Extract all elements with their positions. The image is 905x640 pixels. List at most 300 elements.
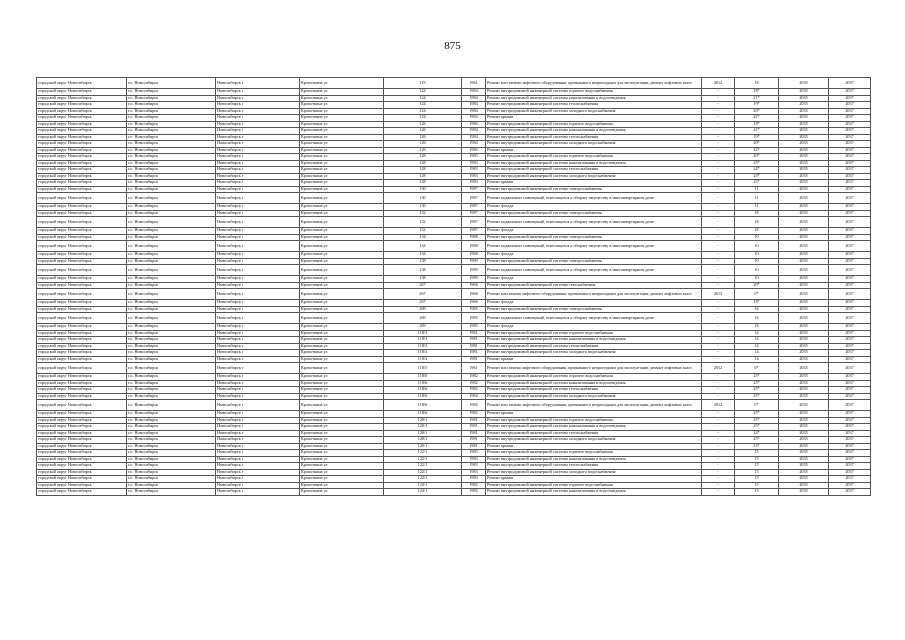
district-cell: г.о. Новосибирск <box>127 400 216 411</box>
work-type-cell: Ремонт подвальных помещений, относящихся к общему имуществу в многоквартирном доме <box>486 265 702 276</box>
house-number-cell: 269 <box>384 313 462 324</box>
plan-start-cell: 2035 <box>779 121 829 128</box>
build-year-cell: 1966 <box>462 289 486 300</box>
table-row <box>37 289 871 300</box>
street-cell: Кропоткина ул <box>300 363 384 374</box>
plan-start-cell: 2035 <box>779 108 829 115</box>
house-number-cell: 128 <box>384 180 462 187</box>
build-year-cell: 1983 <box>462 476 486 483</box>
last-repair-year-cell: - <box>702 282 735 289</box>
last-repair-year-cell: - <box>702 380 735 387</box>
street-cell: Кропоткина ул <box>300 204 384 211</box>
wear-percent-cell: 14 <box>735 356 779 363</box>
plan-start-cell: 2035 <box>779 134 829 141</box>
wear-percent-cell: 15 <box>735 450 779 457</box>
last-repair-year-cell: - <box>702 173 735 180</box>
city-cell: Новосибирск г <box>216 241 300 252</box>
work-type-cell: Ремонт внутридомовой инженерной системы канализования и водоотведения <box>486 95 702 102</box>
work-type-cell: Ремонт фасада <box>486 252 702 259</box>
work-type-cell: Ремонт внутридомовой инженерной системы теплоснабжения <box>486 102 702 109</box>
house-number-cell: 124 <box>384 115 462 122</box>
build-year-cell: 1983 <box>462 180 486 187</box>
plan-end-cell: 2037 <box>829 437 871 444</box>
table-row <box>37 217 871 228</box>
city-cell: Новосибирск г <box>216 228 300 235</box>
plan-end-cell: 2037 <box>829 430 871 437</box>
street-cell: Кропоткина ул <box>300 476 384 483</box>
street-cell: Кропоткина ул <box>300 234 384 241</box>
district-cell: г.о. Новосибирск <box>127 228 216 235</box>
plan-start-cell: 2035 <box>779 476 829 483</box>
table-row <box>37 265 871 276</box>
plan-start-cell: 2035 <box>779 193 829 204</box>
district-cell: г.о. Новосибирск <box>127 430 216 437</box>
wear-percent-cell: 11 <box>735 186 779 193</box>
plan-end-cell: 2037 <box>829 463 871 470</box>
last-repair-year-cell: - <box>702 258 735 265</box>
street-cell: Кропоткина ул <box>300 160 384 167</box>
wear-percent-cell: 21* <box>735 95 779 102</box>
street-cell: Кропоткина ул <box>300 343 384 350</box>
district-cell: г.о. Новосибирск <box>127 313 216 324</box>
plan-end-cell: 2037 <box>829 78 871 89</box>
wear-percent-cell: 11 <box>735 193 779 204</box>
street-cell: Кропоткина ул <box>300 217 384 228</box>
city-cell: Новосибирск г <box>216 102 300 109</box>
house-number-cell: 267 <box>384 282 462 289</box>
street-cell: Кропоткина ул <box>300 387 384 394</box>
house-number-cell: 118/3 <box>384 343 462 350</box>
municipality-cell: городской округ Новосибирск <box>37 121 127 128</box>
plan-end-cell: 2037 <box>829 306 871 313</box>
plan-end-cell: 2037 <box>829 374 871 381</box>
municipality-cell: городской округ Новосибирск <box>37 186 127 193</box>
house-number-cell: 138 <box>384 258 462 265</box>
plan-end-cell: 2037 <box>829 160 871 167</box>
house-number-cell: 134 <box>384 241 462 252</box>
city-cell: Новосибирск г <box>216 306 300 313</box>
street-cell: Кропоткина ул <box>300 380 384 387</box>
work-type-cell: Ремонт внутридомовой инженерной системы теплоснабжения <box>486 430 702 437</box>
wear-percent-cell: 15 <box>735 482 779 489</box>
last-repair-year-cell: - <box>702 115 735 122</box>
table-row <box>37 241 871 252</box>
work-type-cell: Ремонт фасада <box>486 324 702 331</box>
work-type-cell: Ремонт или замена лифтового оборудования, признанного непригодным для эксплуатации, ремонт лифтовых шахт <box>486 289 702 300</box>
build-year-cell: 1984 <box>462 134 486 141</box>
last-repair-year-cell: - <box>702 241 735 252</box>
plan-end-cell: 2037 <box>829 343 871 350</box>
municipality-cell: городской округ Новосибирск <box>37 228 127 235</box>
district-cell: г.о. Новосибирск <box>127 343 216 350</box>
work-type-cell: Ремонт крыши <box>486 411 702 418</box>
district-cell: г.о. Новосибирск <box>127 374 216 381</box>
house-number-cell: 118/6 <box>384 374 462 381</box>
district-cell: г.о. Новосибирск <box>127 350 216 357</box>
last-repair-year-cell: - <box>702 228 735 235</box>
district-cell: г.о. Новосибирск <box>127 147 216 154</box>
work-type-cell: Ремонт внутридомовой инженерной системы горячего водоснабжения <box>486 450 702 457</box>
last-repair-year-cell: - <box>702 330 735 337</box>
last-repair-year-cell: - <box>702 210 735 217</box>
house-number-cell: 124 <box>384 95 462 102</box>
build-year-cell: 1981 <box>462 343 486 350</box>
wear-percent-cell: 25* <box>735 180 779 187</box>
plan-start-cell: 2035 <box>779 241 829 252</box>
wear-percent-cell: 20* <box>735 108 779 115</box>
last-repair-year-cell: - <box>702 306 735 313</box>
wear-percent-cell: 25* <box>735 443 779 450</box>
municipality-cell: городской округ Новосибирск <box>37 160 127 167</box>
wear-percent-cell: 19* <box>735 134 779 141</box>
plan-end-cell: 2037 <box>829 489 871 496</box>
municipality-cell: городской округ Новосибирск <box>37 313 127 324</box>
last-repair-year-cell: - <box>702 276 735 283</box>
plan-end-cell: 2037 <box>829 108 871 115</box>
work-type-cell: Ремонт внутридомовой инженерной системы горячего водоснабжения <box>486 121 702 128</box>
last-repair-year-cell: - <box>702 134 735 141</box>
wear-percent-cell: 20* <box>735 154 779 161</box>
district-cell: г.о. Новосибирск <box>127 180 216 187</box>
house-number-cell: 269 <box>384 324 462 331</box>
last-repair-year-cell: - <box>702 147 735 154</box>
municipality-cell: городской округ Новосибирск <box>37 411 127 418</box>
house-number-cell: 120/1 <box>384 443 462 450</box>
plan-start-cell: 2035 <box>779 393 829 400</box>
plan-start-cell: 2035 <box>779 228 829 235</box>
plan-end-cell: 2037 <box>829 324 871 331</box>
city-cell: Новосибирск г <box>216 393 300 400</box>
district-cell: г.о. Новосибирск <box>127 265 216 276</box>
last-repair-year-cell: - <box>702 160 735 167</box>
last-repair-year-cell: - <box>702 128 735 135</box>
plan-end-cell: 2037 <box>829 450 871 457</box>
last-repair-year-cell: - <box>702 300 735 307</box>
plan-start-cell: 2035 <box>779 300 829 307</box>
plan-start-cell: 2035 <box>779 443 829 450</box>
city-cell: Новосибирск г <box>216 121 300 128</box>
municipality-cell: городской округ Новосибирск <box>37 252 127 259</box>
street-cell: Кропоткина ул <box>300 350 384 357</box>
municipality-cell: городской округ Новосибирск <box>37 443 127 450</box>
wear-percent-cell: 25* <box>735 437 779 444</box>
city-cell: Новосибирск г <box>216 193 300 204</box>
wear-percent-cell: 15 <box>735 469 779 476</box>
work-type-cell: Ремонт внутридомовой инженерной системы теплоснабжения <box>486 134 702 141</box>
district-cell: г.о. Новосибирск <box>127 363 216 374</box>
house-number-cell: 128 <box>384 167 462 174</box>
street-cell: Кропоткина ул <box>300 393 384 400</box>
build-year-cell: 1984 <box>462 108 486 115</box>
house-number-cell: 132 <box>384 210 462 217</box>
city-cell: Новосибирск г <box>216 350 300 357</box>
table-row <box>37 489 871 496</box>
district-cell: г.о. Новосибирск <box>127 463 216 470</box>
house-number-cell: 267 <box>384 300 462 307</box>
work-type-cell: Ремонт или замена лифтового оборудования, признанного непригодным для эксплуатации, ремонт лифтовых шахт <box>486 400 702 411</box>
wear-percent-cell: 20* <box>735 141 779 148</box>
house-number-cell: 126 <box>384 141 462 148</box>
municipality-cell: городской округ Новосибирск <box>37 330 127 337</box>
work-type-cell: Ремонт внутридомовой инженерной системы горячего водоснабжения <box>486 89 702 96</box>
municipality-cell: городской округ Новосибирск <box>37 147 127 154</box>
house-number-cell: 118/6 <box>384 400 462 411</box>
district-cell: г.о. Новосибирск <box>127 173 216 180</box>
district-cell: г.о. Новосибирск <box>127 160 216 167</box>
work-type-cell: Ремонт внутридомовой инженерной системы холодного водоснабжения <box>486 141 702 148</box>
build-year-cell: 1987 <box>462 210 486 217</box>
municipality-cell: городской округ Новосибирск <box>37 430 127 437</box>
work-type-cell: Ремонт крыши <box>486 147 702 154</box>
municipality-cell: городской округ Новосибирск <box>37 424 127 431</box>
plan-end-cell: 2037 <box>829 313 871 324</box>
city-cell: Новосибирск г <box>216 363 300 374</box>
last-repair-year-cell: - <box>702 204 735 211</box>
city-cell: Новосибирск г <box>216 289 300 300</box>
house-number-cell: 128 <box>384 160 462 167</box>
city-cell: Новосибирск г <box>216 337 300 344</box>
work-type-cell: Ремонт фасада <box>486 204 702 211</box>
street-cell: Кропоткина ул <box>300 180 384 187</box>
house-number-cell: 120/1 <box>384 437 462 444</box>
district-cell: г.о. Новосибирск <box>127 128 216 135</box>
street-cell: Кропоткина ул <box>300 417 384 424</box>
plan-end-cell: 2037 <box>829 167 871 174</box>
wear-percent-cell: 23* <box>735 173 779 180</box>
plan-end-cell: 2037 <box>829 234 871 241</box>
last-repair-year-cell: - <box>702 343 735 350</box>
work-type-cell: Ремонт внутридомовой инженерной системы горячего водоснабжения <box>486 154 702 161</box>
district-cell: г.о. Новосибирск <box>127 380 216 387</box>
work-type-cell: Ремонт внутридомовой инженерной системы горячего водоснабжения <box>486 330 702 337</box>
wear-percent-cell: 10 <box>735 234 779 241</box>
city-cell: Новосибирск г <box>216 437 300 444</box>
wear-percent-cell: 0* <box>735 400 779 411</box>
work-type-cell: Ремонт внутридомовой инженерной системы электроснабжения <box>486 306 702 313</box>
municipality-cell: городской округ Новосибирск <box>37 173 127 180</box>
district-cell: г.о. Новосибирск <box>127 121 216 128</box>
street-cell: Кропоткина ул <box>300 241 384 252</box>
wear-percent-cell: 21* <box>735 128 779 135</box>
street-cell: Кропоткина ул <box>300 265 384 276</box>
street-cell: Кропоткина ул <box>300 400 384 411</box>
work-type-cell: Ремонт внутридомовой инженерной системы холодного водоснабжения <box>486 437 702 444</box>
build-year-cell: 1983 <box>462 450 486 457</box>
plan-start-cell: 2035 <box>779 330 829 337</box>
work-type-cell: Ремонт внутридомовой инженерной системы электроснабжения <box>486 258 702 265</box>
build-year-cell: 1981 <box>462 443 486 450</box>
last-repair-year-cell: - <box>702 476 735 483</box>
street-cell: Кропоткина ул <box>300 128 384 135</box>
wear-percent-cell: 25* <box>735 160 779 167</box>
build-year-cell: 1988 <box>462 241 486 252</box>
plan-end-cell: 2037 <box>829 337 871 344</box>
municipality-cell: городской округ Новосибирск <box>37 350 127 357</box>
plan-start-cell: 2035 <box>779 450 829 457</box>
house-number-cell: 118/3 <box>384 330 462 337</box>
build-year-cell: 1984 <box>462 95 486 102</box>
plan-end-cell: 2037 <box>829 350 871 357</box>
work-type-cell: Ремонт фасада <box>486 228 702 235</box>
house-number-cell: 124/1 <box>384 482 462 489</box>
table-row <box>37 193 871 204</box>
street-cell: Кропоткина ул <box>300 482 384 489</box>
work-type-cell: Ремонт внутридомовой инженерной системы электроснабжения <box>486 234 702 241</box>
plan-start-cell: 2035 <box>779 102 829 109</box>
build-year-cell: 1987 <box>462 217 486 228</box>
municipality-cell: городской округ Новосибирск <box>37 102 127 109</box>
last-repair-year-cell: - <box>702 450 735 457</box>
plan-end-cell: 2037 <box>829 363 871 374</box>
district-cell: г.о. Новосибирск <box>127 252 216 259</box>
work-type-cell: Ремонт внутридомовой инженерной системы канализования и водоотведения <box>486 128 702 135</box>
district-cell: г.о. Новосибирск <box>127 115 216 122</box>
plan-start-cell: 2035 <box>779 400 829 411</box>
wear-percent-cell: 18 <box>735 228 779 235</box>
build-year-cell: 1982 <box>462 489 486 496</box>
house-number-cell: 124 <box>384 102 462 109</box>
wear-percent-cell: 14 <box>735 350 779 357</box>
plan-start-cell: 2035 <box>779 363 829 374</box>
plan-start-cell: 2035 <box>779 160 829 167</box>
plan-end-cell: 2037 <box>829 330 871 337</box>
street-cell: Кропоткина ул <box>300 134 384 141</box>
city-cell: Новосибирск г <box>216 217 300 228</box>
district-cell: г.о. Новосибирск <box>127 95 216 102</box>
build-year-cell: 1982 <box>462 482 486 489</box>
build-year-cell: 1989 <box>462 276 486 283</box>
build-year-cell: 1983 <box>462 463 486 470</box>
city-cell: Новосибирск г <box>216 108 300 115</box>
house-number-cell: 122/1 <box>384 450 462 457</box>
district-cell: г.о. Новосибирск <box>127 324 216 331</box>
last-repair-year-cell: - <box>702 337 735 344</box>
municipality-cell: городской округ Новосибирск <box>37 115 127 122</box>
work-type-cell: Ремонт крыши <box>486 180 702 187</box>
municipality-cell: городской округ Новосибирск <box>37 337 127 344</box>
municipality-cell: городской округ Новосибирск <box>37 134 127 141</box>
plan-end-cell: 2037 <box>829 147 871 154</box>
city-cell: Новосибирск г <box>216 141 300 148</box>
municipality-cell: городской округ Новосибирск <box>37 482 127 489</box>
municipality-cell: городской округ Новосибирск <box>37 380 127 387</box>
city-cell: Новосибирск г <box>216 252 300 259</box>
plan-end-cell: 2037 <box>829 115 871 122</box>
plan-end-cell: 2037 <box>829 443 871 450</box>
plan-end-cell: 2037 <box>829 387 871 394</box>
build-year-cell: 1984 <box>462 89 486 96</box>
house-number-cell: 120/1 <box>384 424 462 431</box>
district-cell: г.о. Новосибирск <box>127 102 216 109</box>
city-cell: Новосибирск г <box>216 128 300 135</box>
wear-percent-cell: 15 <box>735 489 779 496</box>
city-cell: Новосибирск г <box>216 430 300 437</box>
last-repair-year-cell: - <box>702 265 735 276</box>
plan-end-cell: 2037 <box>829 476 871 483</box>
street-cell: Кропоткина ул <box>300 289 384 300</box>
street-cell: Кропоткина ул <box>300 228 384 235</box>
build-year-cell: 1987 <box>462 228 486 235</box>
district-cell: г.о. Новосибирск <box>127 210 216 217</box>
street-cell: Кропоткина ул <box>300 141 384 148</box>
build-year-cell: 1985 <box>462 324 486 331</box>
plan-end-cell: 2037 <box>829 482 871 489</box>
plan-start-cell: 2035 <box>779 89 829 96</box>
plan-end-cell: 2037 <box>829 300 871 307</box>
municipality-cell: городской округ Новосибирск <box>37 387 127 394</box>
street-cell: Кропоткина ул <box>300 193 384 204</box>
last-repair-year-cell: - <box>702 186 735 193</box>
district-cell: г.о. Новосибирск <box>127 393 216 400</box>
wear-percent-cell: 25* <box>735 424 779 431</box>
wear-percent-cell: 25* <box>735 380 779 387</box>
district-cell: г.о. Новосибирск <box>127 450 216 457</box>
municipality-cell: городской округ Новосибирск <box>37 374 127 381</box>
city-cell: Новосибирск г <box>216 324 300 331</box>
build-year-cell: 1984 <box>462 115 486 122</box>
municipality-cell: городской округ Новосибирск <box>37 463 127 470</box>
plan-start-cell: 2035 <box>779 337 829 344</box>
last-repair-year-cell: - <box>702 424 735 431</box>
house-number-cell: 130 <box>384 193 462 204</box>
wear-percent-cell: 10 <box>735 258 779 265</box>
plan-end-cell: 2037 <box>829 228 871 235</box>
house-number-cell: 120/1 <box>384 430 462 437</box>
city-cell: Новосибирск г <box>216 180 300 187</box>
plan-end-cell: 2037 <box>829 265 871 276</box>
last-repair-year-cell: - <box>702 193 735 204</box>
plan-start-cell: 2035 <box>779 374 829 381</box>
house-number-cell: 126 <box>384 134 462 141</box>
house-number-cell: 134 <box>384 234 462 241</box>
build-year-cell: 1966 <box>462 282 486 289</box>
city-cell: Новосибирск г <box>216 343 300 350</box>
house-number-cell: 138 <box>384 276 462 283</box>
build-year-cell: 1981 <box>462 330 486 337</box>
district-cell: г.о. Новосибирск <box>127 306 216 313</box>
build-year-cell: 1981 <box>462 424 486 431</box>
municipality-cell: городской округ Новосибирск <box>37 356 127 363</box>
municipality-cell: городской округ Новосибирск <box>37 265 127 276</box>
house-number-cell: 126 <box>384 147 462 154</box>
house-number-cell: 132 <box>384 228 462 235</box>
last-repair-year-cell: - <box>702 102 735 109</box>
municipality-cell: городской округ Новосибирск <box>37 78 127 89</box>
city-cell: Новосибирск г <box>216 482 300 489</box>
wear-percent-cell: 15 <box>735 476 779 483</box>
work-type-cell: Ремонт внутридомовой инженерной системы канализования и водоотведения <box>486 380 702 387</box>
plan-start-cell: 2035 <box>779 95 829 102</box>
work-type-cell: Ремонт внутридомовой инженерной системы теплоснабжения <box>486 343 702 350</box>
plan-start-cell: 2035 <box>779 204 829 211</box>
plan-start-cell: 2035 <box>779 258 829 265</box>
house-number-cell: 130 <box>384 186 462 193</box>
house-number-cell: 119 <box>384 78 462 89</box>
work-type-cell: Ремонт внутридомовой инженерной системы электроснабжения <box>486 186 702 193</box>
plan-end-cell: 2037 <box>829 128 871 135</box>
work-type-cell: Ремонт внутридомовой инженерной системы горячего водоснабжения <box>486 482 702 489</box>
house-number-cell: 124/1 <box>384 489 462 496</box>
plan-end-cell: 2037 <box>829 154 871 161</box>
last-repair-year-cell: - <box>702 108 735 115</box>
build-year-cell: 1981 <box>462 356 486 363</box>
district-cell: г.о. Новосибирск <box>127 469 216 476</box>
city-cell: Новосибирск г <box>216 282 300 289</box>
wear-percent-cell: 16 <box>735 313 779 324</box>
work-type-cell: Ремонт крыши <box>486 476 702 483</box>
work-type-cell: Ремонт внутридомовой инженерной системы электроснабжения <box>486 210 702 217</box>
street-cell: Кропоткина ул <box>300 108 384 115</box>
